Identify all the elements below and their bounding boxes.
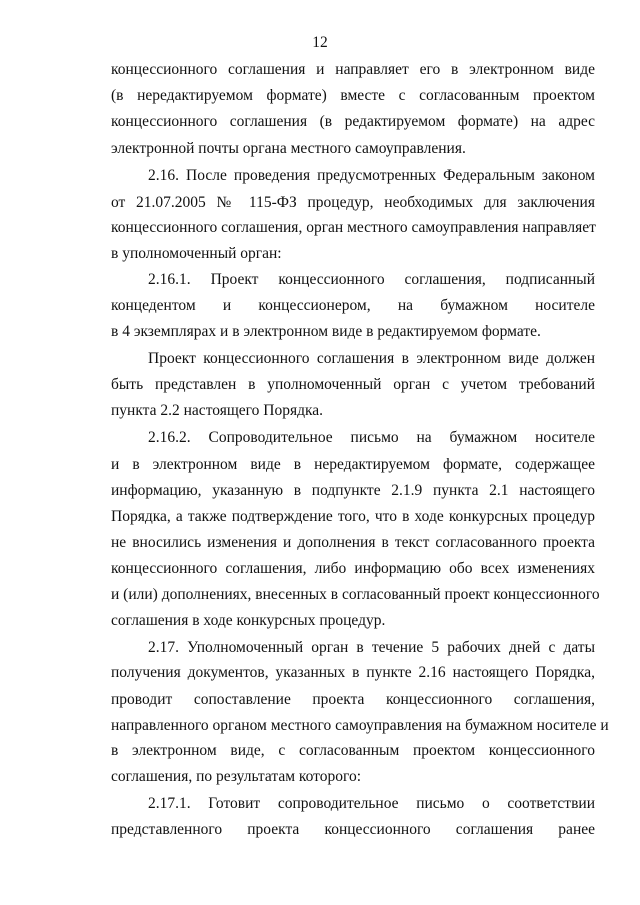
text-line: и (или) дополнениях, внесенных в согласованный проект концессионного [111,586,600,603]
text-line: 2.16.2. Сопроводительное письмо на бумажном носителе [148,429,595,446]
text-line: концессионного соглашения, орган местного самоуправления направляет [111,219,596,236]
text-line: и в электронном виде в нередактируемом формате, содержащее [111,456,595,473]
text-line: соглашения в ходе конкурсных процедур. [111,612,386,629]
text-line: получения документов, указанных в пункте 2.16 настоящего Порядка, [111,664,595,681]
text-line: 2.17.1. Готовит сопроводительное письмо о соответствии [148,795,595,812]
text-line: Порядка, а также подтверждение того, что в ходе конкурсных процедур [111,508,595,525]
text-line: 2.17. Уполномоченный орган в течение 5 рабочих дней с даты [148,639,595,656]
text-line: 2.16.1. Проект концессионного соглашения, подписанный [148,271,595,288]
text-line: (в нередактируемом формате) вместе с согласованным проектом [111,87,595,104]
text-line: проводит сопоставление проекта концессионного соглашения, [111,691,595,708]
text-line: в уполномоченный орган: [111,245,282,262]
text-line: пункта 2.2 настоящего Порядка. [111,402,324,419]
text-line: не вносились изменения и дополнения в текст согласованного проекта [111,534,595,551]
text-line: в электронном виде, с согласованным проектом концессионного [111,742,595,759]
text-line: концессионного соглашения (в редактируемом формате) на адрес [111,113,595,130]
text-line: быть представлен в уполномоченный орган с учетом требований [111,376,595,393]
page-number: 12 [312,34,328,51]
text-line: концедентом и концессионером, на бумажном носителе [111,297,595,314]
text-line: информацию, указанную в подпункте 2.1.9 пункта 2.1 настоящего [111,482,595,499]
text-line: представленного проекта концессионного соглашения ранее [111,821,595,838]
text-line: концессионного соглашения и направляет его в электронном виде [111,61,595,78]
text-line: электронной почты органа местного самоуправления. [111,140,466,157]
text-line: концессионного соглашения, либо информацию обо всех изменениях [111,560,595,577]
text-line: соглашения, по результатам которого: [111,768,362,785]
text-line: от 21.07.2005 № 115-ФЗ процедур, необходимых для заключения [111,194,595,211]
text-line: 2.16. После проведения предусмотренных Федеральным законом [148,167,595,184]
text-line: направленного органом местного самоуправления на бумажном носителе и [111,717,609,734]
text-line: Проект концессионного соглашения в электронном виде должен [148,350,595,367]
text-line: в 4 экземплярах и в электронном виде в редактируемом формате. [111,323,541,340]
